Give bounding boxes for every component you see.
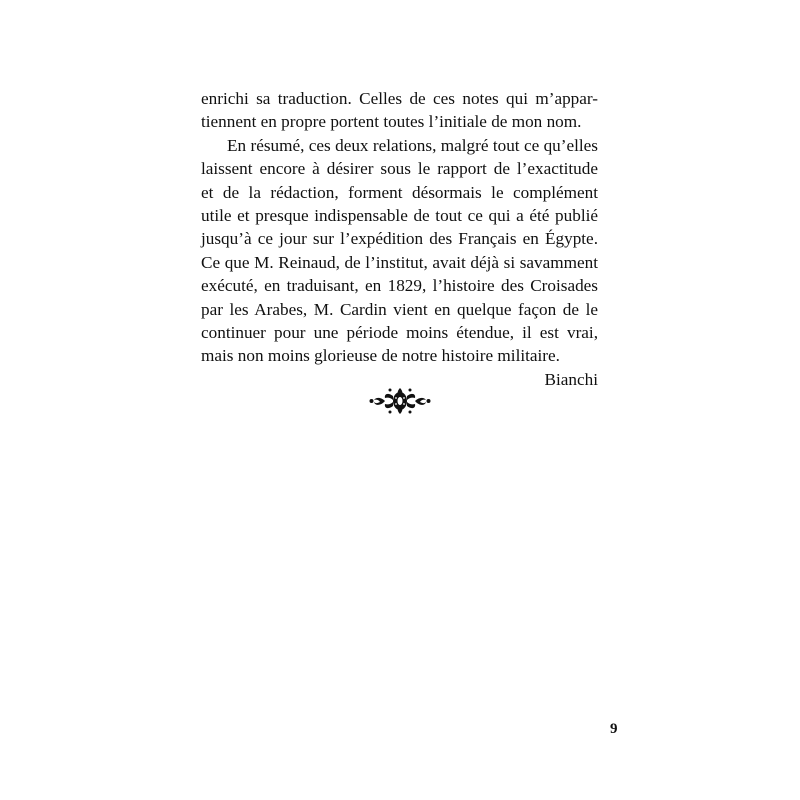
text-line: par les Arabes, M. Cardin vient en quelque façon de le (201, 299, 598, 319)
text-line: et de la rédaction, forment désormais le complément (201, 182, 598, 202)
paragraph-notes (201, 87, 598, 134)
text-line: tiennent en propre portent toutes l’initiale de mon nom. (201, 112, 582, 132)
text-block (201, 87, 598, 391)
text-line: Ce que M. Reinaud, de l’institut, avait déjà si savamment (201, 252, 598, 272)
signature: Bianchi (544, 369, 598, 389)
floral-ornament-icon (369, 386, 431, 416)
text-line: utile et presque indispensable de tout ce qui a été publié (201, 206, 598, 226)
paragraph-summary (201, 134, 598, 368)
text-line: laissent encore à désirer sous le rapport de l’exactitude (201, 159, 598, 179)
text-line: jusqu’à ce jour sur l’expédition des Français en Égypte. (201, 229, 598, 249)
text-line: mais non moins glorieuse de notre histoire militaire. (201, 346, 560, 366)
text-line: exécuté, en traduisant, en 1829, l’histoire des Croisades (201, 276, 598, 296)
text-line: En résumé, ces deux relations, malgré tout ce qu’elles (227, 135, 598, 155)
page-number: 9 (610, 721, 618, 737)
text-line: continuer pour une période moins étendue, il est vrai, (201, 323, 598, 343)
text-line: enrichi sa traduction. Celles de ces notes qui m’appar- (201, 89, 598, 108)
